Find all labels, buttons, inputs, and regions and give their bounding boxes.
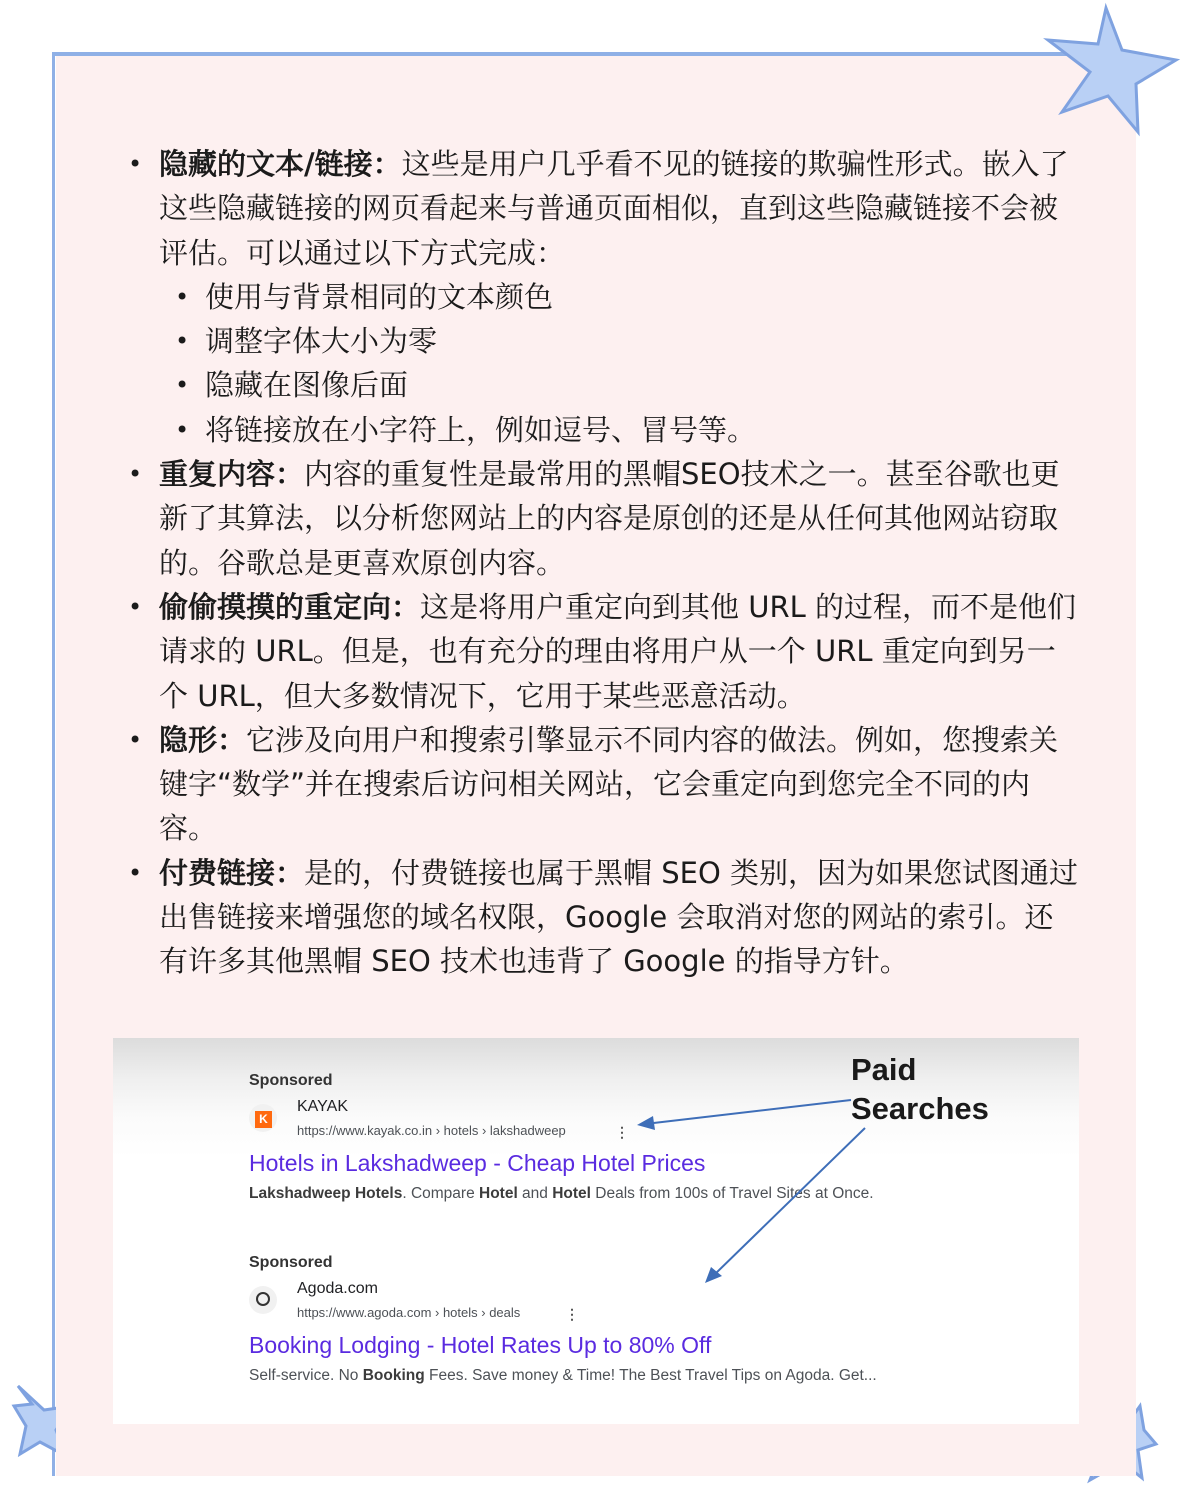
- term-description: 内容的重复性是最常用的黑帽SEO技术之一。甚至谷歌也更新了其算法，以分析您网站上的内容是原创的还是从任何其他网站窃取的。谷歌总是更喜欢原创内容。: [159, 457, 1060, 580]
- sponsored-label: Sponsored: [249, 1072, 333, 1089]
- desc-text: Deals from 100s of Travel Sites at Once.: [590, 1185, 874, 1202]
- list-item-duplicate-content: [122, 452, 1082, 585]
- term-description: 这是将用户重定向到其他 URL 的过程，而不是他们请求的 URL。但是，也有充分的理由将用户从一个 URL 重定向到另一个 URL，但大多数情况下，它用于某些恶意活动。: [159, 589, 1076, 713]
- ad-site-url[interactable]: https://www.agoda.com › hotels › deals: [297, 1305, 521, 1320]
- arrow-to-agoda: [713, 1128, 865, 1276]
- desc-text: Fees. Save money & Time! The Best Travel Tips on Agoda. Get...: [424, 1367, 877, 1384]
- search-results-screenshot: [113, 1038, 1079, 1424]
- term-label: 付费链接：: [159, 855, 305, 890]
- annotation-line-2: Searches: [851, 1091, 989, 1126]
- list-item-paid-links: [122, 851, 1082, 984]
- list-item-sneaky-redirects: [122, 585, 1082, 718]
- term-label: 隐藏的文本/链接：: [159, 147, 402, 181]
- ad-title-link[interactable]: Hotels in Lakshadweep - Cheap Hotel Prices: [249, 1150, 706, 1176]
- arrow-to-kayak: [645, 1100, 851, 1124]
- arrowhead-icon: [637, 1116, 655, 1130]
- annotation-line-1: Paid: [851, 1052, 917, 1087]
- term-label: 偷偷摸摸的重定向：: [159, 589, 421, 624]
- term-description: 它涉及向用户和搜索引擎显示不同内容的做法。例如，您搜索关键字“数学”并在搜索后访问相关网站，它会重定向到您完全不同的内容。: [159, 722, 1059, 846]
- sub-list-item: • 隐藏在图像后面: [159, 363, 1082, 407]
- desc-text: Self-service. No: [249, 1367, 363, 1384]
- term-label: 重复内容：: [159, 457, 305, 492]
- term-description: 这些是用户几乎看不见的链接的欺骗性形式。嵌入了这些隐藏链接的网页看起来与普通页面相似，直到这些隐藏链接不会被评估。可以通过以下方式完成：: [159, 147, 1069, 270]
- desc-text: . Compare: [402, 1185, 479, 1202]
- more-options-icon[interactable]: ⋮: [565, 1306, 579, 1322]
- ad-site-name[interactable]: KAYAK: [297, 1098, 348, 1115]
- ad-title-link[interactable]: Booking Lodging - Hotel Rates Up to 80% Off: [249, 1332, 712, 1358]
- desc-text: and: [517, 1185, 553, 1202]
- annotation-arrows: [113, 1038, 1079, 1424]
- desc-bold: Hotel: [479, 1185, 518, 1202]
- ad-site-name[interactable]: Agoda.com: [297, 1280, 378, 1297]
- ad-site-url[interactable]: https://www.kayak.co.in › hotels › lakshadweep: [297, 1123, 566, 1138]
- list-item-cloaking: [122, 718, 1082, 851]
- star-top-right-icon: [1040, 0, 1182, 140]
- term-label: 隐形：: [159, 722, 247, 757]
- article-body: [122, 142, 1082, 984]
- hidden-methods-list: [159, 275, 1082, 452]
- desc-bold: Hotel: [552, 1185, 591, 1202]
- favicon-letter: K: [255, 1111, 272, 1128]
- sponsored-label: Sponsored: [249, 1254, 333, 1271]
- sub-list-item: • 将链接放在小字符上，例如逗号、冒号等。: [159, 408, 1082, 452]
- technique-list: [122, 142, 1082, 984]
- desc-bold: Lakshadweep Hotels: [249, 1185, 403, 1202]
- sub-list-item: • 调整字体大小为零: [159, 319, 1082, 363]
- list-item-hidden-text: [122, 142, 1082, 452]
- more-options-icon[interactable]: ⋮: [615, 1124, 629, 1140]
- term-description: 是的，付费链接也属于黑帽 SEO 类别，因为如果您试图通过出售链接来增强您的域名权限，Google 会取消对您的网站的索引。还有许多其他黑帽 SEO 技术也违背了 Google 的指导方针。: [159, 855, 1079, 979]
- sub-list-item: • 使用与背景相同的文本颜色: [159, 275, 1082, 319]
- desc-bold: Booking: [362, 1367, 425, 1384]
